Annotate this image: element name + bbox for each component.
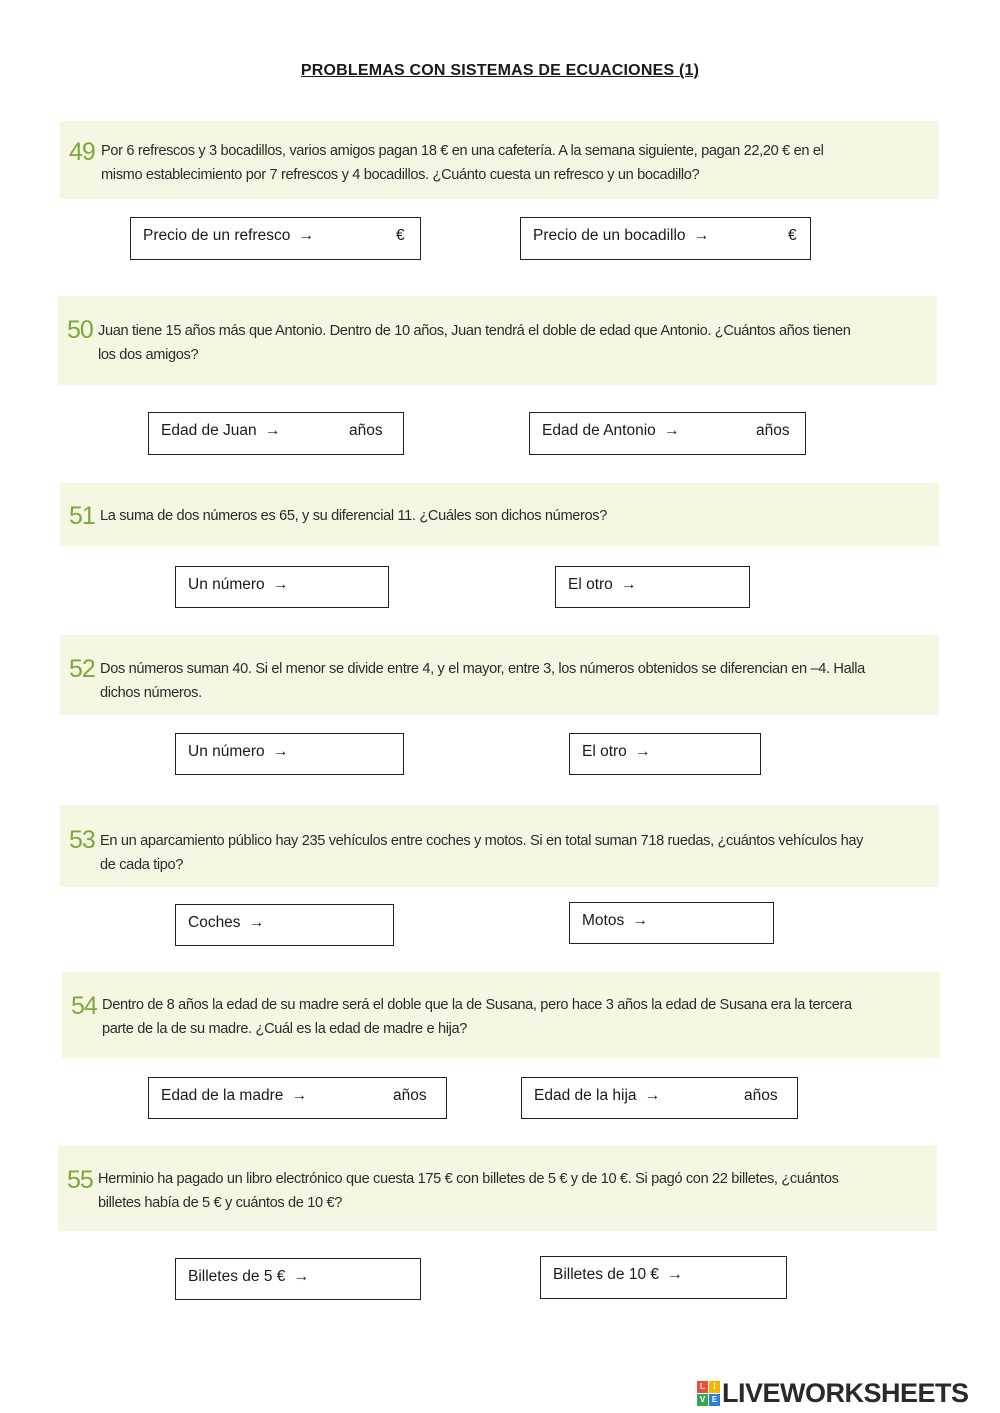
answer-label: Edad de la madre →: [161, 1087, 308, 1104]
problem-54: [62, 972, 940, 1058]
logo-tile: L: [697, 1381, 708, 1393]
problem-52: [60, 635, 939, 715]
answer-box-motos[interactable]: [569, 902, 774, 944]
problem-text-line: billetes había de 5 € y cuántos de 10 €?: [98, 1195, 343, 1211]
unit-label: años: [393, 1087, 427, 1104]
answer-label: El otro →: [582, 743, 651, 760]
logo-tile: E: [709, 1394, 720, 1406]
arrow-right-icon: →: [664, 422, 680, 439]
answer-box-un-numero-52[interactable]: [175, 733, 404, 775]
answer-box-el-otro-51[interactable]: [555, 566, 750, 608]
answer-label: Un número →: [188, 576, 289, 593]
edad-madre-input[interactable]: [321, 1082, 391, 1112]
answer-label: Edad de Antonio →: [542, 422, 680, 439]
problem-number: 55: [67, 1166, 93, 1194]
problem-text-line: Herminio ha pagado un libro electrónico que cuesta 175 € con billetes de 5 € y de 10 €. Si pagó con 22 billetes, ¿cuántos: [98, 1171, 839, 1187]
numero-51-a-input[interactable]: [300, 571, 386, 601]
price-bocadillo-input[interactable]: [729, 222, 788, 252]
unit-label: €: [788, 227, 797, 244]
problem-number: 49: [69, 138, 95, 166]
arrow-right-icon: →: [693, 227, 710, 244]
arrow-right-icon: →: [291, 1087, 308, 1104]
answer-label: Edad de Juan →: [161, 422, 281, 439]
arrow-right-icon: →: [635, 743, 651, 760]
answer-box-el-otro-52[interactable]: [569, 733, 761, 775]
answer-label: Motos →: [582, 912, 649, 929]
problem-text-line: de cada tipo?: [100, 857, 184, 873]
unit-label: años: [744, 1087, 778, 1104]
edad-antonio-input[interactable]: [695, 417, 751, 447]
answer-label: El otro →: [568, 576, 637, 593]
problem-text-line: Dos números suman 40. Si el menor se divide entre 4, y el mayor, entre 3, los números obtenidos se diferencian en –4. Halla: [100, 661, 865, 677]
answer-label: Precio de un bocadillo →: [533, 227, 710, 244]
problem-text-line: La suma de dos números es 65, y su diferencial 11. ¿Cuáles son dichos números?: [100, 508, 608, 524]
arrow-right-icon: →: [667, 1266, 683, 1283]
problem-number: 51: [69, 502, 95, 530]
logo-tile: I: [709, 1381, 720, 1393]
answer-box-edad-antonio[interactable]: [529, 412, 806, 455]
answer-box-un-numero-51[interactable]: [175, 566, 389, 608]
billetes-5-input[interactable]: [322, 1263, 416, 1293]
answer-box-billetes-5[interactable]: [175, 1258, 421, 1300]
answer-box-edad-juan[interactable]: [148, 412, 404, 455]
problem-number: 50: [67, 316, 93, 344]
answer-box-refresco[interactable]: [130, 217, 421, 260]
page-title: PROBLEMAS CON SISTEMAS DE ECUACIONES (1): [300, 62, 700, 79]
answer-label: Precio de un refresco →: [143, 227, 315, 244]
billetes-10-input[interactable]: [699, 1261, 783, 1291]
arrow-right-icon: →: [293, 1268, 310, 1285]
problem-text-line: los dos amigos?: [98, 347, 199, 363]
liveworksheets-logo: [697, 1378, 969, 1408]
problem-text-line: mismo establecimiento por 7 refrescos y 4 bocadillos. ¿Cuánto cuesta un refresco y un bocadillo?: [101, 167, 700, 183]
answer-box-edad-hija[interactable]: [521, 1077, 798, 1119]
numero-52-a-input[interactable]: [300, 738, 400, 768]
answer-label: Coches →: [188, 914, 265, 931]
arrow-right-icon: →: [298, 227, 315, 244]
problem-text-line: dichos números.: [100, 685, 202, 701]
problem-text-line: En un aparcamiento público hay 235 vehículos entre coches y motos. Si en total suman 718 ruedas, ¿cuántos vehículos hay: [100, 833, 864, 849]
numero-51-b-input[interactable]: [648, 571, 746, 601]
answer-box-edad-madre[interactable]: [148, 1077, 447, 1119]
problem-51: [60, 483, 939, 546]
edad-hija-input[interactable]: [672, 1082, 742, 1112]
answer-box-bocadillo[interactable]: [520, 217, 811, 260]
arrow-right-icon: →: [632, 912, 649, 929]
unit-label: €: [396, 227, 405, 244]
liveworksheets-logo-icon: [697, 1381, 719, 1405]
arrow-right-icon: →: [248, 914, 265, 931]
problem-53: [60, 805, 939, 887]
answer-box-coches[interactable]: [175, 904, 394, 946]
arrow-right-icon: →: [621, 576, 637, 593]
problem-number: 52: [69, 655, 95, 683]
problem-number: 54: [71, 992, 97, 1020]
arrow-right-icon: →: [264, 422, 281, 439]
unit-label: años: [756, 422, 790, 439]
answer-label: Edad de la hija →: [534, 1087, 661, 1104]
coches-input[interactable]: [274, 909, 390, 939]
answer-label: Un número →: [188, 743, 289, 760]
problem-49: [60, 121, 939, 199]
problem-text-line: Dentro de 8 años la edad de su madre será el doble que la de Susana, pero hace 3 años la edad de Susana era la tercera: [102, 997, 852, 1013]
edad-juan-input[interactable]: [289, 417, 348, 447]
problem-50: [58, 296, 937, 385]
motos-input[interactable]: [662, 907, 770, 937]
problem-text-line: Por 6 refrescos y 3 bocadillos, varios amigos pagan 18 € en una cafetería. A la semana siguiente, pagan 22,20 € en el: [101, 143, 824, 159]
logo-tile: V: [697, 1394, 708, 1406]
numero-52-b-input[interactable]: [658, 738, 757, 768]
answer-label: Billetes de 5 € →: [188, 1268, 310, 1285]
arrow-right-icon: →: [273, 743, 289, 760]
answer-label: Billetes de 10 € →: [553, 1266, 683, 1283]
arrow-right-icon: →: [644, 1087, 661, 1104]
problem-55: [58, 1146, 937, 1231]
problem-number: 53: [69, 826, 95, 854]
answer-box-billetes-10[interactable]: [540, 1256, 787, 1299]
price-refresco-input[interactable]: [327, 222, 391, 252]
arrow-right-icon: →: [273, 576, 289, 593]
logo-text: LIVEWORKSHEETS: [722, 1377, 969, 1408]
unit-label: años: [349, 422, 383, 439]
problem-text-line: parte de la de su madre. ¿Cuál es la edad de madre e hija?: [102, 1021, 468, 1037]
problem-text-line: Juan tiene 15 años más que Antonio. Dentro de 10 años, Juan tendrá el doble de edad que Antonio. ¿Cuántos años tienen: [98, 323, 851, 339]
